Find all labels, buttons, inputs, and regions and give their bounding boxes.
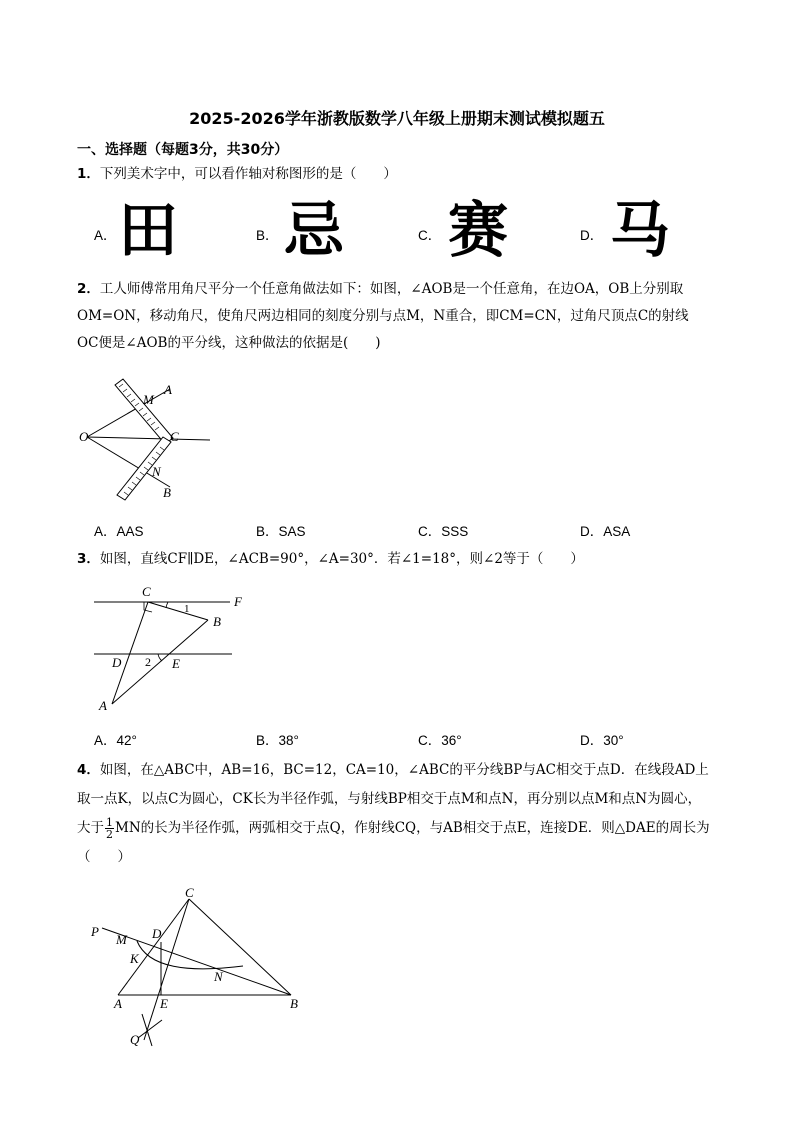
option-d: D．30° (580, 733, 624, 748)
angle-1-arc (166, 602, 168, 608)
label-n: N (214, 969, 223, 984)
option-a: A．42° (94, 733, 137, 748)
option-char-b: 忌 (284, 196, 344, 266)
question-text-line2: OM=ON，移动角尺，使角尺两边相同的刻度分别与点M，N重合，即CM=CN，过角尺顶点C的射线 (77, 308, 689, 324)
question-4 (77, 756, 737, 872)
option-label-a: A． (94, 228, 117, 243)
question-text: 下列美术字中，可以看作轴对称图形的是（ ） (99, 166, 397, 182)
question-3 (77, 546, 737, 573)
label-d: D (152, 926, 162, 941)
page-title: 2025-2026学年浙教版数学八年级上册期末测试模拟题五 (189, 109, 605, 128)
label-n: N (152, 464, 161, 479)
label-c: C (170, 429, 179, 444)
label-e: E (172, 656, 180, 671)
question-number: 1． (77, 166, 100, 182)
label-a: A (114, 996, 122, 1011)
angle-2-arc (158, 654, 162, 661)
label-q: Q (130, 1032, 140, 1047)
question-number: 4． (77, 762, 100, 778)
question-text-line3-pre: 大于 (77, 820, 104, 836)
label-a: A (164, 382, 172, 397)
question-text-line1: 如图，在△ABC中，AB=16，BC=12，CA=10，∠ABC的平分线BP与AC相交于点D．在线段AD上 (99, 762, 709, 778)
question-text-line1: 工人师傅常用角尺平分一个任意角做法如下：如图，∠AOB是一个任意角，在边OA，OB上分别取 (99, 281, 684, 297)
label-2: 2 (145, 655, 151, 669)
segment-ac (118, 899, 189, 995)
angle-bisector-figure (75, 375, 225, 505)
question-2 (77, 276, 737, 357)
ray-cq (144, 899, 189, 1040)
option-c: C．36° (418, 733, 462, 748)
question-text-line4: （ ） (77, 849, 131, 865)
segment-cb (148, 602, 208, 620)
label-b: B (213, 614, 221, 629)
label-a: A (99, 698, 107, 712)
question-number: 2． (77, 281, 100, 297)
question-number: 3． (77, 551, 100, 567)
segment-cb (189, 899, 291, 995)
label-c: C (142, 584, 151, 599)
label-o: O (79, 429, 89, 444)
label-b: B (163, 485, 171, 500)
label-1: 1 (184, 603, 190, 615)
option-char-d: 马 (610, 196, 670, 266)
question-text-line3: OC便是∠AOB的平分线，这种做法的依据是( ) (77, 335, 381, 351)
label-e: E (160, 996, 168, 1011)
option-a: A．AAS (94, 524, 144, 539)
question-text-line2: 取一点K，以点C为圆心，CK长为半径作弧，与射线BP相交于点M和点N，再分别以点M和点N为圆心， (77, 791, 702, 807)
label-c: C (185, 888, 194, 900)
parallel-lines-figure (90, 582, 250, 712)
ray-oc (87, 437, 210, 440)
fraction-half: $\frac{1}{2}$ (106, 816, 113, 841)
option-b: B．SAS (256, 524, 306, 539)
option-d: D．ASA (580, 524, 631, 539)
triangle-construction-figure (88, 888, 308, 1048)
label-f: F (234, 594, 242, 609)
question-1 (77, 161, 737, 188)
label-p: P (91, 924, 99, 939)
question-text-line3-post: MN的长为半径作弧，两弧相交于点Q，作射线CQ，与AB相交于点E，连接DE．则△DAE的周长为 (115, 820, 710, 836)
arc-mn (137, 941, 243, 969)
option-char-a: 田 (118, 196, 178, 266)
label-m: M (116, 932, 127, 947)
option-label-c: C． (418, 228, 442, 243)
option-b: B．38° (256, 733, 299, 748)
label-m: M (143, 392, 154, 407)
option-label-d: D． (580, 228, 604, 243)
label-d: D (112, 655, 122, 670)
label-k: K (130, 951, 139, 966)
label-b: B (290, 996, 298, 1011)
option-char-c: 赛 (448, 196, 508, 266)
section-heading: 一、选择题（每题3分，共30分） (77, 142, 289, 158)
option-c: C．SSS (418, 524, 469, 539)
option-label-b: B． (256, 228, 279, 243)
question-text: 如图，直线CF∥DE，∠ACB=90°，∠A=30°．若∠1=18°，则∠2等于（ ） (99, 551, 584, 567)
